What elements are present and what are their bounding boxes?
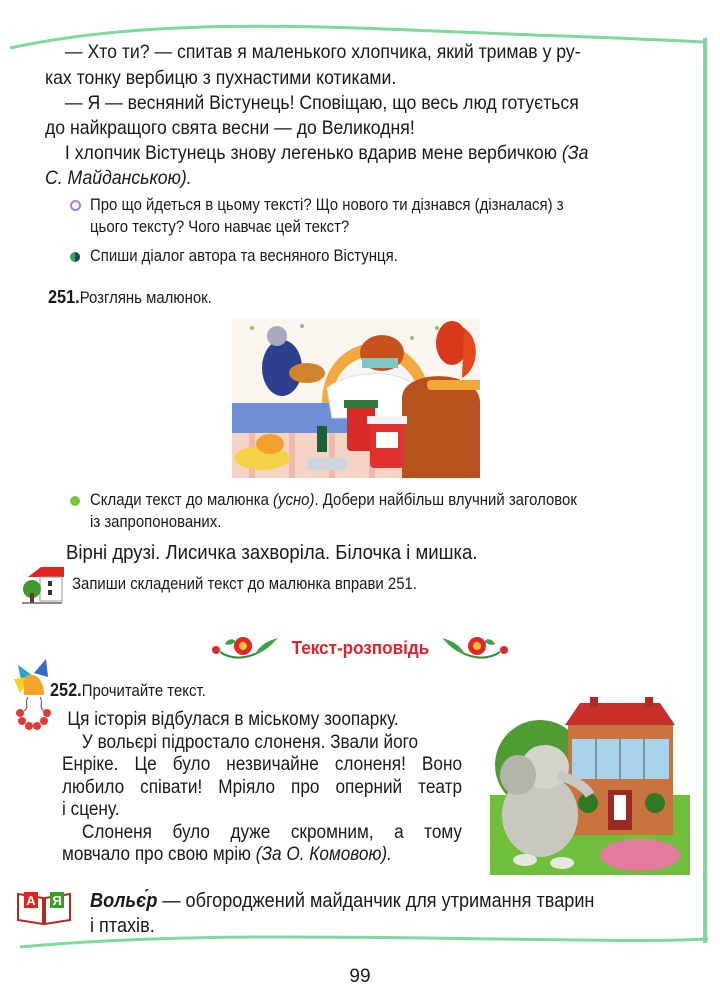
floral-ornament-left-icon bbox=[210, 634, 280, 662]
elephant-zoo-illustration bbox=[490, 695, 690, 875]
ring-bullet-icon bbox=[70, 200, 81, 211]
dialog-line-2: ках тонку вербицю з пухнастими котиками. bbox=[45, 67, 397, 89]
house-with-tree-icon bbox=[18, 563, 64, 605]
svg-text:А: А bbox=[26, 893, 36, 908]
dialog-line-5: І хлопчик Вістунець знову легенько вдарив мене вербичкою (За bbox=[64, 142, 589, 164]
story-text: Ця історія відбулася в міському зоопарку. У вольєрі підростало слоненя. Звали його Енріке. Це було незвичайне слоненя! Воно любило співати! Мріяло про оперний театр і сцену. Слоненя було дуже скромним, а тому мовчало про свою мрію (За О. Комовою). bbox=[62, 709, 463, 865]
story-citation: (За О. Комовою). bbox=[255, 844, 392, 865]
dialog-line-1: — Хто ти? — спитав я маленького хлопчика, який тримав у ру- bbox=[64, 41, 581, 63]
title-options: Вірні друзі. Лисичка захворіла. Білочка і мишка. bbox=[66, 541, 478, 564]
vocabulary-term: Вольє́р bbox=[90, 890, 158, 912]
citation: (За bbox=[561, 142, 589, 164]
dialog-line-4: до найкращого свята весни — до Великодня! bbox=[45, 117, 415, 139]
dialog-line-6: С. Майданською). bbox=[45, 167, 192, 189]
exercise-252-header: 252.Прочитайте текст. bbox=[50, 680, 206, 700]
green-bullet-icon bbox=[70, 496, 80, 506]
section-heading bbox=[195, 632, 525, 664]
svg-text:Я: Я bbox=[52, 893, 62, 908]
dialog-line-3: — Я — весняний Вістунець! Сповіщаю, що весь люд готується bbox=[64, 92, 579, 114]
sick-fox-illustration bbox=[232, 308, 480, 478]
floral-ornament-right-icon bbox=[440, 634, 510, 662]
dictionary-book-icon bbox=[16, 888, 72, 926]
section-title: Текст-розповідь bbox=[291, 637, 429, 658]
half-circle-bullet-icon bbox=[70, 252, 80, 262]
vocabulary-definition: — обгороджений майданчик для утримання тварин bbox=[157, 890, 595, 912]
page-frame-right bbox=[703, 38, 707, 943]
exercise-251-header: 251.Розглянь малюнок. bbox=[48, 287, 212, 307]
homework-task: Запиши складений текст до малюнка вправи 251. bbox=[72, 575, 417, 593]
page-number: 99 bbox=[349, 966, 371, 987]
